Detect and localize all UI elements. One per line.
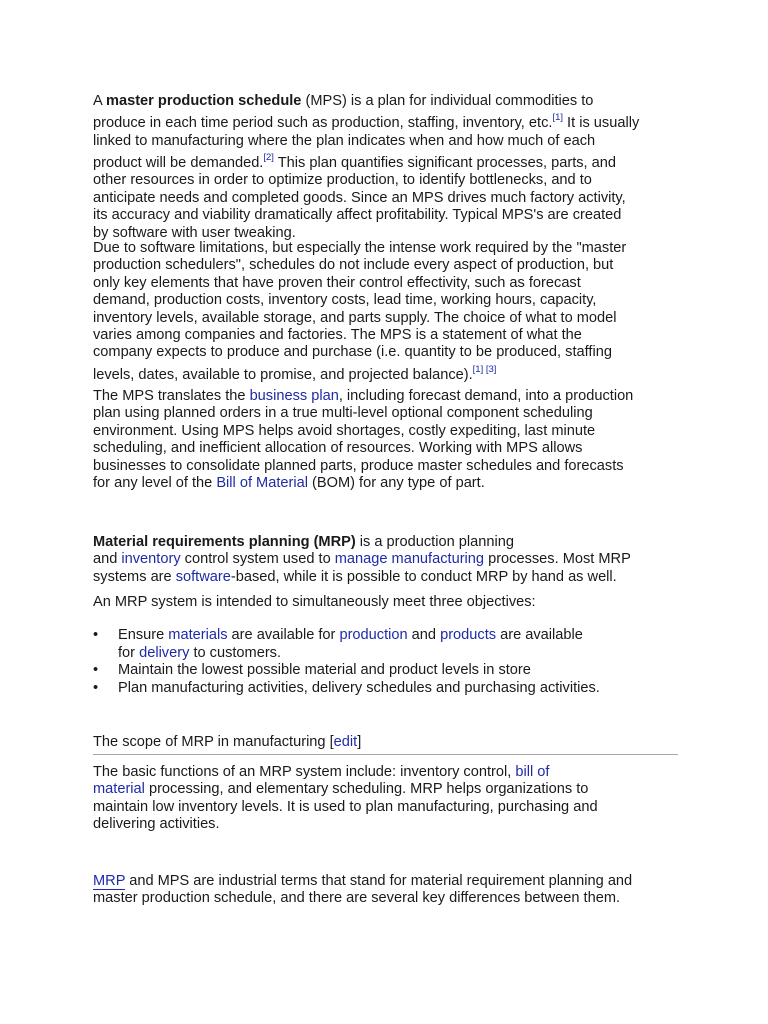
text-line: businesses to consolidate planned parts, produce master schedules and forecasts (93, 457, 624, 474)
mrp-link[interactable]: MRP (93, 873, 126, 889)
text: for (118, 644, 140, 661)
mps-limitations-paragraph (93, 240, 683, 384)
inventory-link[interactable]: inventory (121, 551, 181, 568)
production-link[interactable]: production (339, 627, 408, 643)
section-heading (93, 734, 683, 751)
text-line (93, 93, 683, 110)
text-line (93, 150, 683, 172)
text-line (93, 764, 683, 781)
text-line: only key elements that have proven their control effectivity, such as forecast (93, 274, 581, 291)
bold-term-mps: master production schedule (105, 93, 302, 109)
bill-of-material-link[interactable]: Bill of Material (216, 475, 308, 492)
products-link[interactable]: products (440, 627, 497, 643)
text-line: inventory levels, available storage, and parts supply. The choice of what to model (93, 309, 617, 326)
text: produce in each time period such as production, staffing, inventory, etc. (93, 115, 553, 132)
text-line: plan using planned orders in a true multi-level optional component scheduling (93, 405, 593, 422)
text-line: other resources in order to optimize production, to identify bottlenecks, and to (93, 172, 592, 189)
text-line (93, 475, 683, 492)
text-line (93, 873, 683, 890)
heading-line (93, 734, 683, 751)
text: processes. Most MRP (484, 551, 631, 568)
bill-of-material-link[interactable]: bill of (515, 764, 550, 780)
mrp-objectives-intro (93, 594, 683, 611)
manage-manufacturing-link[interactable]: manage manufacturing (334, 551, 485, 568)
text: product will be demanded. (93, 154, 264, 171)
text-line: delivering activities. (93, 816, 220, 833)
text-line (93, 110, 683, 132)
text-line: maintain low inventory levels. It is used to plan manufacturing, purchasing and (93, 798, 598, 815)
bullet-icon: • (93, 662, 99, 679)
bullet-icon: • (93, 627, 99, 643)
text-line: Plan manufacturing activities, delivery schedules and purchasing activities. (118, 679, 600, 696)
heading-text: The scope of MRP in manufacturing [ (93, 734, 334, 750)
text-line: by software with user tweaking. (93, 224, 296, 241)
text-line: scheduling, and inefficient allocation of resources. Working with MPS allows (93, 440, 583, 457)
text: (BOM) for any type of part. (307, 475, 485, 492)
heading-divider (93, 754, 678, 755)
text-line: anticipate needs and completed goods. Since an MPS drives much factory activity, (93, 189, 626, 206)
text: The MPS translates the (93, 388, 250, 404)
list-item (93, 627, 683, 662)
text-line: production schedulers", schedules do not include every aspect of production, but (93, 257, 614, 274)
text: are available (496, 627, 583, 643)
text-line: An MRP system is intended to simultaneously meet three objectives: (93, 594, 536, 610)
mps-translates-paragraph (93, 388, 683, 492)
text-line (93, 388, 683, 405)
text: and (407, 627, 441, 643)
edit-link[interactable]: edit (333, 734, 358, 750)
citation-link-1[interactable]: [1] (552, 112, 563, 124)
text-line (93, 781, 683, 798)
text-line (93, 551, 683, 568)
text: It is usually (563, 115, 640, 132)
text-line: varies among companies and factories. The MPS is a statement of what the (93, 327, 582, 344)
software-link[interactable]: software (175, 568, 231, 585)
text-line: demand, production costs, inventory costs, lead time, working hours, capacity, (93, 292, 597, 309)
delivery-link[interactable]: delivery (139, 644, 190, 661)
bold-term-mrp: Material requirements planning (MRP) (93, 534, 356, 550)
text-line: master production schedule, and there are several key differences between them. (93, 890, 621, 907)
text: processing, and elementary scheduling. MRP helps organizations to (144, 781, 589, 798)
text-line: Due to software limitations, but especially the intense work required by the "master (93, 240, 627, 256)
text: Ensure (118, 627, 169, 643)
text-line: environment. Using MPS helps avoid shortages, costly expediting, last minute (93, 422, 596, 439)
text-line (93, 569, 683, 586)
text: to customers. (189, 644, 282, 661)
bullet-icon: • (93, 679, 99, 696)
text-line (118, 627, 683, 645)
bill-of-material-link[interactable]: material (93, 781, 145, 798)
business-plan-link[interactable]: business plan (249, 388, 339, 404)
text: is a production planning (355, 534, 514, 550)
citation-links-1-3[interactable]: [1] [3] (472, 363, 497, 375)
mrp-definition-paragraph (93, 534, 683, 586)
text: and MPS are industrial terms that stand for material requirement planning and (125, 873, 633, 889)
list-item (93, 680, 683, 698)
materials-link[interactable]: materials (168, 627, 228, 643)
text-line: linked to manufacturing where the plan indicates when and how much of each (93, 132, 596, 149)
text: A (93, 93, 106, 109)
text: for any level of the (93, 475, 217, 492)
text: are available for (227, 627, 340, 643)
objectives-list (93, 627, 683, 697)
list-item (93, 662, 683, 680)
text: systems are (93, 568, 176, 585)
text-line: company expects to produce and purchase (i.e. quantity to be produced, staffing (93, 344, 612, 361)
text: levels, dates, available to promise, and projected balance). (93, 366, 473, 383)
text: ] (357, 734, 362, 750)
text: control system used to (180, 551, 335, 568)
text: -based, while it is possible to conduct MRP by hand as well. (230, 568, 617, 585)
text: (MPS) is a plan for individual commodities to (301, 93, 594, 109)
text-line: Maintain the lowest possible material and product levels in store (118, 662, 531, 679)
text-line (93, 534, 683, 551)
text: and (93, 551, 122, 568)
mps-intro-paragraph (93, 93, 683, 242)
text-line (118, 645, 683, 663)
mrp-vs-mps-paragraph (93, 873, 683, 908)
citation-link-2[interactable]: [2] (263, 152, 274, 164)
text: The basic functions of an MRP system include: inventory control, (93, 764, 516, 780)
text-line (93, 362, 683, 384)
text: , including forecast demand, into a production (338, 388, 634, 404)
mrp-functions-paragraph (93, 764, 683, 834)
text-line: its accuracy and viability dramatically affect profitability. Typical MPS's are created (93, 207, 622, 224)
text: This plan quantifies significant processes, parts, and (273, 154, 616, 171)
